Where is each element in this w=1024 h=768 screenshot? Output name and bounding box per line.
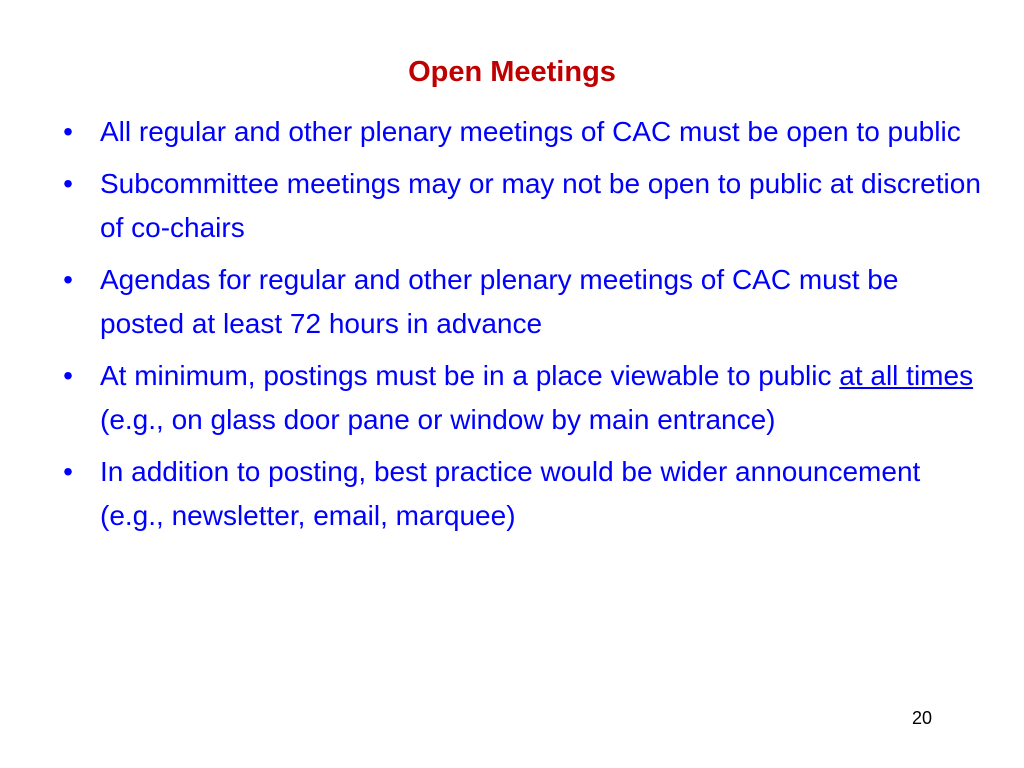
page-number: 20 bbox=[911, 708, 932, 728]
bullet-text: All regular and other plenary meetings of CAC must be open to public bbox=[100, 116, 961, 147]
bullet-icon: • bbox=[63, 264, 73, 295]
bullet-item-open-to-public bbox=[56, 110, 986, 154]
bullet-icon: • bbox=[63, 116, 73, 147]
bullet-text: In addition to posting, best practice would be wider announcement (e.g., newsletter, email, marquee) bbox=[100, 456, 921, 531]
slide-title: Open Meetings bbox=[408, 56, 616, 88]
bullet-text bbox=[100, 360, 973, 435]
bullet-text-after: (e.g., on glass door pane or window by main entrance) bbox=[100, 404, 776, 435]
bullet-text-underlined: at all times bbox=[839, 360, 974, 391]
bullet-text-before: At minimum, postings must be in a place viewable to public bbox=[100, 360, 840, 391]
bullet-icon: • bbox=[63, 168, 73, 199]
bullet-icon: • bbox=[63, 360, 73, 391]
bullet-item-wider-announcement bbox=[56, 450, 986, 538]
bullet-text: Subcommittee meetings may or may not be open to public at discretion of co-chairs bbox=[100, 168, 981, 243]
bullet-item-posting-location bbox=[56, 354, 986, 442]
bullet-item-agendas-posting bbox=[56, 258, 986, 346]
bullet-item-subcommittee-meetings bbox=[56, 162, 986, 250]
bullet-icon: • bbox=[63, 456, 73, 487]
bullet-text: Agendas for regular and other plenary meetings of CAC must be posted at least 72 hours in advance bbox=[100, 264, 899, 339]
bullet-list bbox=[56, 110, 986, 546]
